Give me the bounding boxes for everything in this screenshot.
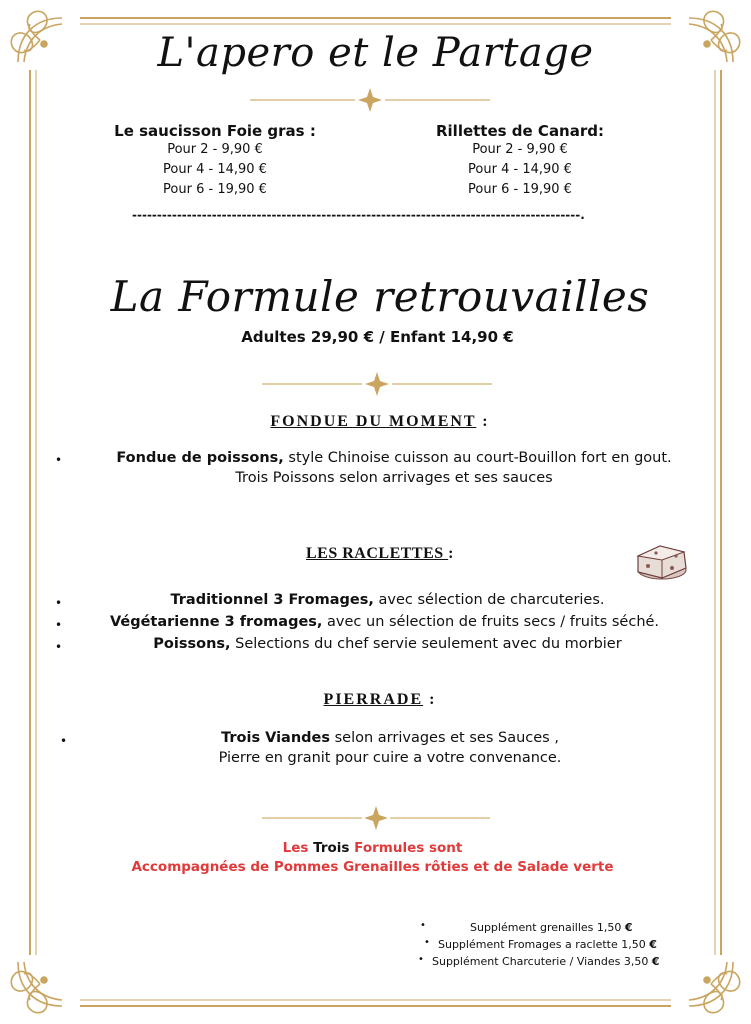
supplement-euro: €: [624, 921, 633, 934]
rillettes-block: [400, 122, 640, 200]
fondue-title: FONDUE DU MOMENT: [270, 413, 477, 430]
rillettes-price: Pour 6 - 19,90 €: [468, 182, 572, 197]
pierrade-item-desc2: Pierre en granit pour cuire a votre convenance.: [218, 750, 562, 766]
note-part-b: Trois: [313, 840, 350, 856]
raclettes-title: LES RACLETTES: [306, 545, 449, 562]
bullet: •: [424, 937, 430, 948]
apero-title: L'apero et le Partage: [157, 30, 594, 76]
supplement-item: [470, 919, 633, 936]
note-part-a: Les: [282, 840, 314, 856]
fondue-item-desc2: Trois Poissons selon arrivages et ses sauces: [235, 470, 553, 486]
fondue-colon: :: [476, 413, 490, 430]
formules-note: [90, 838, 655, 876]
fondue-item-name: Fondue de poissons,: [116, 450, 284, 466]
bullet: •: [55, 596, 63, 610]
raclette-item-desc: Selections du chef servie seulement avec du morbier: [230, 636, 622, 652]
pierrade-item: [110, 728, 670, 768]
raclettes-colon: :: [448, 545, 454, 562]
note-part-c: Formules sont: [349, 840, 463, 856]
pierrade-title: PIERRADE: [323, 691, 424, 708]
raclette-item-name: Végétarienne 3 fromages,: [109, 614, 323, 630]
bullet: •: [418, 954, 424, 965]
raclette-item-desc: avec un sélection de fruits secs / fruits séché.: [322, 614, 660, 630]
note-line-2: Accompagnées de Pommes Grenailles rôties et de Salade verte: [131, 859, 614, 875]
supplement-label: Supplément Charcuterie / Viandes 3,50: [432, 955, 652, 968]
sparkle-divider-2: [262, 372, 492, 396]
corner-ornament-bottom-right: [689, 962, 740, 1013]
sparkle-divider-1: [250, 88, 490, 112]
supplement-euro: €: [651, 955, 660, 968]
fondue-item-desc: style Chinoise cuisson au court-Bouillon fort en gout.: [283, 450, 672, 466]
pierrade-item-desc: selon arrivages et ses Sauces ,: [330, 730, 559, 746]
rillettes-price: Pour 2 - 9,90 €: [472, 142, 568, 157]
supplement-label: Supplément grenailles 1,50: [470, 921, 625, 934]
bullet: •: [55, 640, 63, 654]
supplement-euro: €: [649, 938, 657, 951]
pierrade-colon: :: [423, 691, 437, 708]
raclette-item-name: Poissons,: [153, 636, 231, 652]
saucisson-price: Pour 2 - 9,90 €: [167, 142, 263, 157]
raclette-item-desc: avec sélection de charcuteries.: [373, 592, 605, 608]
saucisson-block: [90, 122, 340, 200]
rillettes-heading: Rillettes de Canard:: [435, 122, 604, 140]
raclettes-heading: [200, 545, 560, 563]
fondue-heading: [180, 413, 580, 431]
raclette-item: [70, 634, 705, 654]
fondue-item: [74, 448, 714, 488]
corner-ornament-top-left: [11, 11, 62, 62]
bullet: •: [55, 618, 63, 632]
bullet: •: [55, 453, 63, 467]
corner-ornament-top-right: [689, 11, 740, 62]
pierrade-item-name: Trois Viandes: [221, 730, 331, 746]
saucisson-heading: Le saucisson Foie gras :: [114, 122, 316, 140]
pierrade-heading: [200, 691, 560, 709]
dashed-divider: ------------------------------------------------------------------------------------------.: [132, 208, 585, 222]
rillettes-price: Pour 4 - 14,90 €: [468, 162, 572, 177]
formule-prices: Adultes 29,90 € / Enfant 14,90 €: [241, 328, 514, 346]
sparkle-divider-3: [262, 806, 490, 830]
bullet: •: [420, 920, 426, 931]
saucisson-price: Pour 4 - 14,90 €: [163, 162, 267, 177]
formule-title: La Formule retrouvailles: [110, 272, 650, 321]
raclette-item-name: Traditionnel 3 Fromages,: [170, 592, 374, 608]
raclette-item: [62, 612, 707, 632]
supplement-item: [432, 953, 660, 970]
cheese-illustration: [638, 546, 686, 579]
corner-ornament-bottom-left: [11, 962, 62, 1013]
supplement-item: [438, 936, 657, 953]
raclette-item: [70, 590, 705, 610]
supplement-label: Supplément Fromages a raclette 1,50: [438, 938, 650, 951]
bullet: •: [60, 734, 68, 748]
saucisson-price: Pour 6 - 19,90 €: [163, 182, 267, 197]
